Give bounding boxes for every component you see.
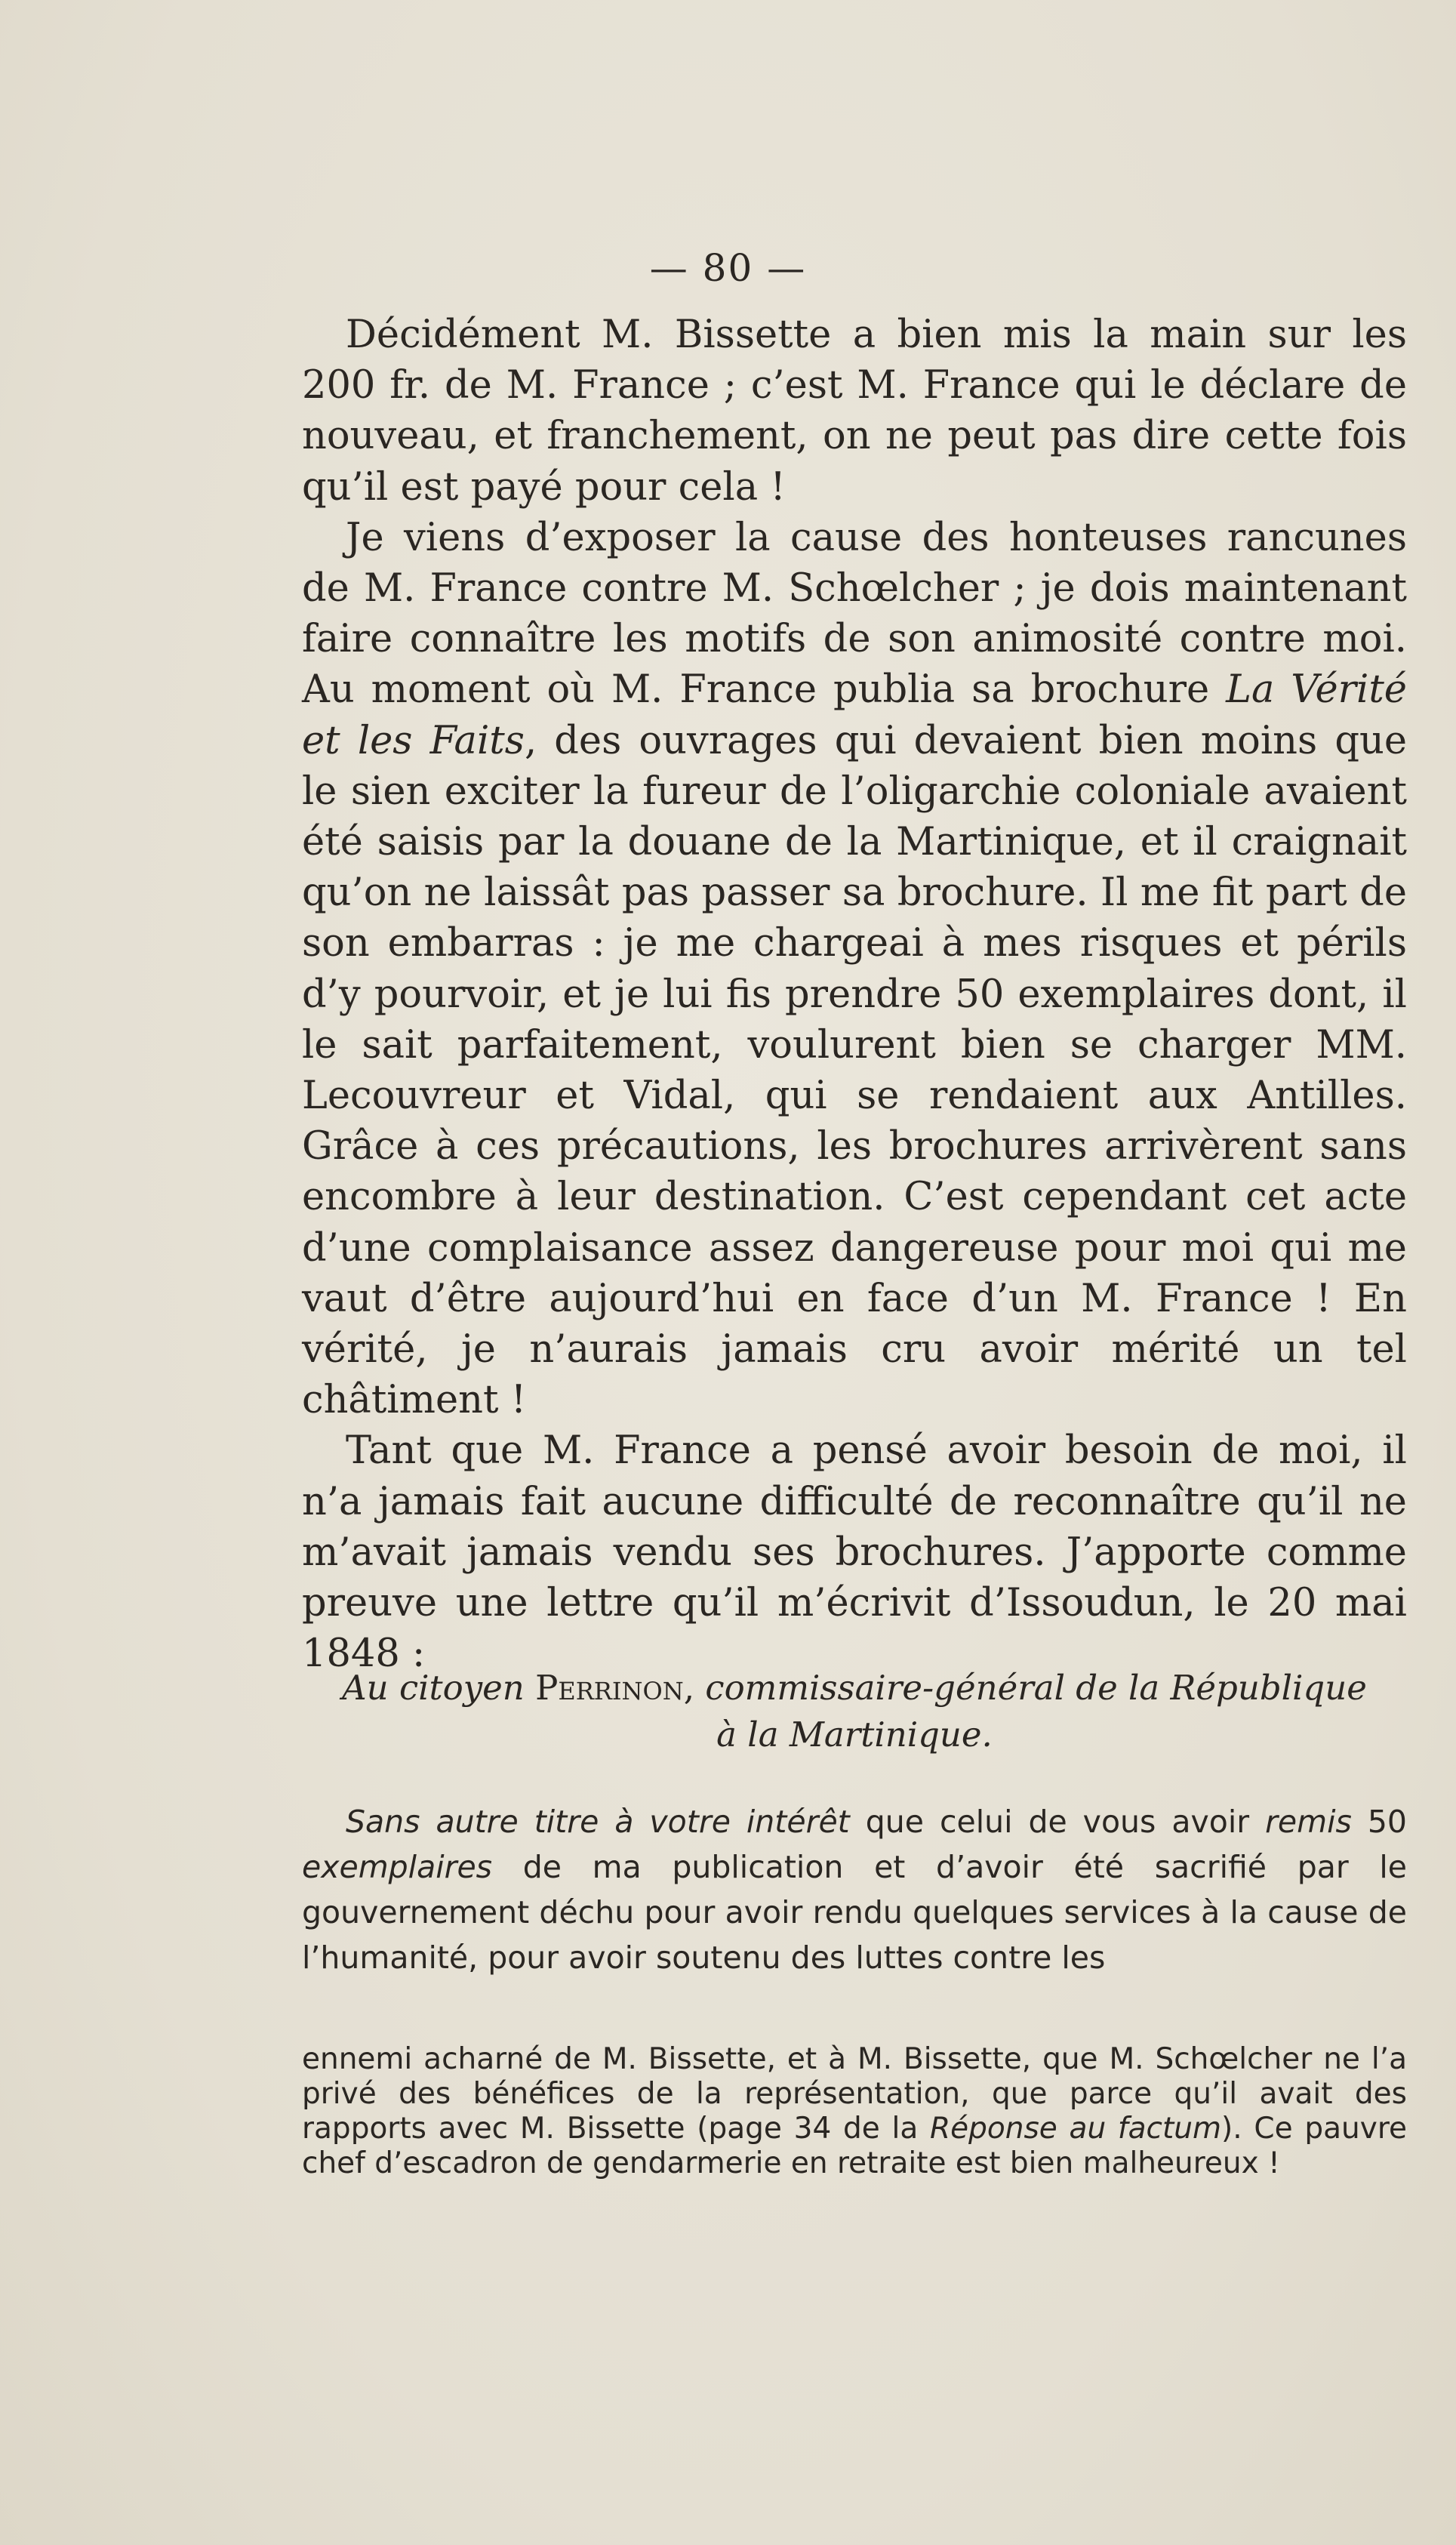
letter-text: [302, 1799, 1407, 1980]
paragraph-1: Décidément M. Bissette a bien mis la main sur les 200 fr. de M. France ; c’est M. France qui le déclare de nouveau, et franchement, on ne peut pas dire cette fois qu’il est payé pour cela !: [302, 313, 1407, 510]
paragraph-2: [302, 513, 1407, 1426]
footnote-part-1: ennemi acharné de M. Bissette, et à M. Bissette, que M. Schœlcher ne l’a privé des bénéfices de la représentation, que parce qu’il avait des rapports avec M. Bissette (page 34 de la: [302, 2042, 1407, 2146]
letter-text-part-3: de ma publication et d’avoir été sacrifié par le gouvernement déchu pour avoir rendu quelques services à la cause de l’humanité, pour avoir soutenu des luttes contre les: [302, 1849, 1407, 1976]
letter-text-part-2: 50: [1351, 1804, 1407, 1840]
footnote-italic-title: Réponse au factum: [930, 2112, 1221, 2146]
letter-heading-line-1: [302, 1665, 1407, 1712]
letter-heading-name: Perrinon,: [535, 1668, 695, 1708]
book-title: La Vérité et les Faits: [302, 667, 1407, 763]
letter-heading-line-2: à la Martinique.: [716, 1715, 993, 1755]
letter-italic-exemplaires: exemplaires: [302, 1849, 493, 1885]
letter-italic-start: Sans autre titre à votre intérêt: [346, 1804, 850, 1840]
footnote-part-2: ). Ce pauvre chef d’escadron de gendarmerie en retraite est bien malheureux !: [302, 2112, 1407, 2180]
paragraph-2-continued: , des ouvrages qui devaient bien moins que le sien exciter la fureur de l’oligarchie coloniale avaient été saisis par la douane de la Martinique, et il craignait qu’on ne laissât pas passer sa brochure. Il me fit part de son embarras : je me chargeai à mes risques et périls d’y pourvoir, et je lui fis prendre 50 exemplaires dont, il le sait parfaitement, voulurent bien se charger MM. Lecouvreur et Vidal, qui se rendaient aux Antilles. Grâce à ces précautions, les brochures arrivèrent sans encombre à leur destination. C’est cependant cet acte d’une complaisance assez dangereuse pour moi qui me vaut d’être aujourd’hui en face d’un M. France ! En vérité, je n’aurais jamais cru avoir mérité un tel châtiment !: [302, 718, 1407, 1423]
letter-heading: [302, 1665, 1407, 1758]
main-text: [302, 310, 1407, 1679]
letter-heading-rest: commissaire-général de la République: [705, 1668, 1367, 1708]
letter-italic-remis: remis: [1265, 1804, 1352, 1840]
footnote: [302, 2042, 1407, 2181]
letter-heading-prefix: Au citoyen: [342, 1668, 525, 1708]
page-number: — 80 —: [649, 246, 807, 290]
paragraph-3: Tant que M. France a pensé avoir besoin de moi, il n’a jamais fait aucune difficulté de reconnaître qu’il ne m’avait jamais vendu ses brochures. J’apporte comme preuve une lettre qu’il m’écrivit d’Issoudun, le 20 mai 1848 :: [302, 1428, 1407, 1677]
paragraph-2-text: Je viens d’exposer la cause des honteuses rancunes de M. France contre M. Schœlcher ; je dois maintenant faire connaître les motifs de son animosité contre moi. Au moment où M. France publia sa brochure: [302, 515, 1407, 713]
letter-text-part-1: que celui de vous avoir: [849, 1804, 1266, 1840]
